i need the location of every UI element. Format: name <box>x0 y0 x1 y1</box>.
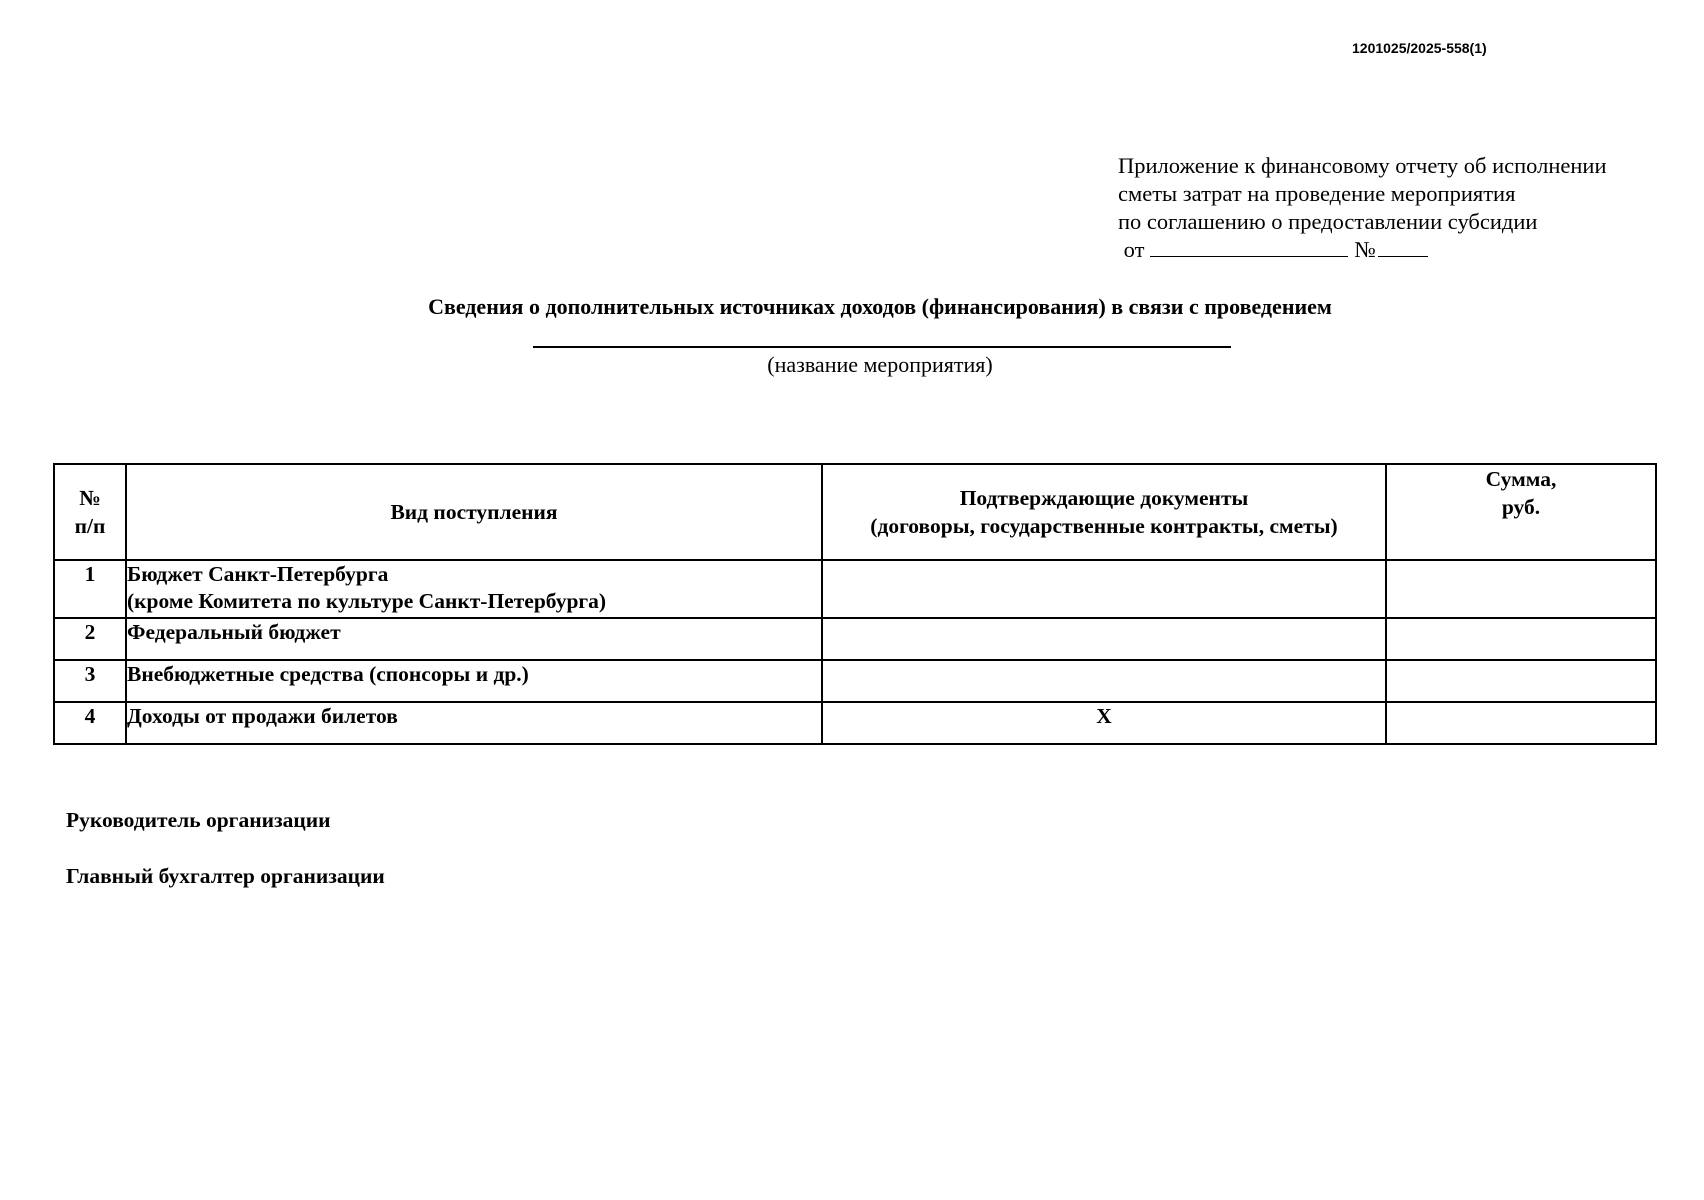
row-documents-not-applicable-mark: X <box>822 702 1386 744</box>
table-row <box>54 660 1656 702</box>
number-blank[interactable] <box>1378 236 1428 257</box>
event-name-blank[interactable] <box>533 346 1231 348</box>
table-row <box>54 560 1656 618</box>
row-income-type-line1: Бюджет Санкт-Петербурга <box>127 562 389 586</box>
header-number-line1: № <box>79 486 101 510</box>
row-income-type: Федеральный бюджет <box>126 618 822 660</box>
document-id: 1201025/2025-558(1) <box>1352 40 1487 56</box>
row-documents-cell[interactable] <box>822 660 1386 702</box>
appendix-line-1: Приложение к финансовому отчету об исполнении <box>1118 153 1607 178</box>
header-sum-line1: Сумма, <box>1485 467 1557 491</box>
event-name-caption: (название мероприятия) <box>767 352 993 377</box>
header-income-type: Вид поступления <box>126 464 822 560</box>
income-sources-table <box>53 463 1657 745</box>
number-label: № <box>1354 237 1376 262</box>
row-number: 4 <box>54 702 126 744</box>
table-header-row <box>54 464 1656 560</box>
table-row <box>54 702 1656 744</box>
appendix-note <box>1118 152 1607 264</box>
signature-head-label: Руководитель организации <box>66 808 331 832</box>
row-income-type: Внебюджетные средства (спонсоры и др.) <box>126 660 822 702</box>
row-income-type: Доходы от продажи билетов <box>126 702 822 744</box>
date-blank[interactable] <box>1150 236 1348 257</box>
appendix-line-3: по соглашению о предоставлении субсидии <box>1118 209 1538 234</box>
header-documents-line1: Подтверждающие документы <box>959 486 1249 510</box>
header-sum <box>1386 464 1656 560</box>
header-number-line2: п/п <box>74 514 106 538</box>
row-sum-cell[interactable] <box>1386 660 1656 702</box>
appendix-line-2: сметы затрат на проведение мероприятия <box>1118 181 1516 206</box>
from-label: от <box>1123 237 1145 262</box>
row-number: 3 <box>54 660 126 702</box>
form-title: Сведения о дополнительных источниках доходов (финансирования) в связи с проведением <box>428 294 1332 319</box>
appendix-date-number-line <box>1118 236 1607 264</box>
row-income-type-line2: (кроме Комитета по культуре Санкт-Петербурга) <box>127 589 607 613</box>
row-income-type <box>126 560 822 618</box>
row-sum-cell[interactable] <box>1386 560 1656 618</box>
row-number: 1 <box>54 560 126 618</box>
table-row <box>54 618 1656 660</box>
header-documents <box>822 464 1386 560</box>
row-documents-cell[interactable] <box>822 618 1386 660</box>
row-documents-cell[interactable] <box>822 560 1386 618</box>
header-documents-line2: (договоры, государственные контракты, сметы) <box>870 514 1338 538</box>
header-sum-line2: руб. <box>1501 495 1541 519</box>
header-number <box>54 464 126 560</box>
signature-accountant-label: Главный бухгалтер организации <box>66 864 385 888</box>
row-number: 2 <box>54 618 126 660</box>
row-sum-cell[interactable] <box>1386 618 1656 660</box>
row-sum-cell[interactable] <box>1386 702 1656 744</box>
